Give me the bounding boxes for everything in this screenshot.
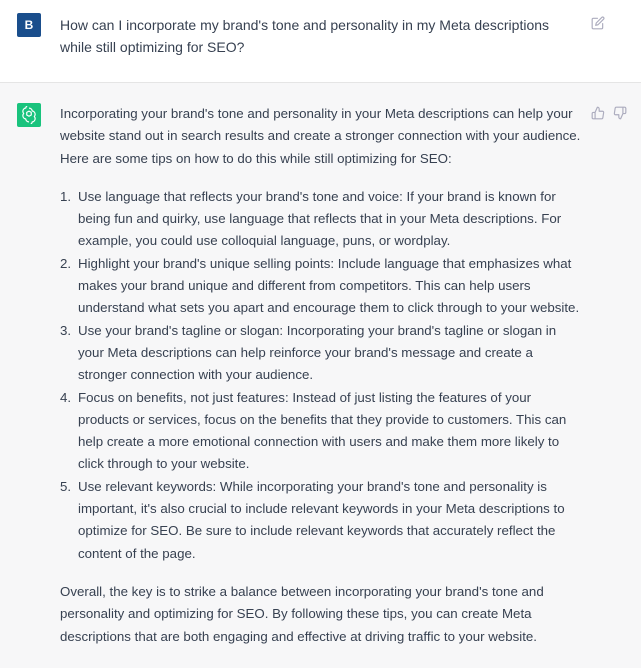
list-item [60,387,585,476]
list-item [60,186,585,253]
assistant-avatar [17,103,41,127]
assistant-intro: Incorporating your brand's tone and personality in your Meta descriptions can help your website stand out in search results and create a stronger connection with your audience. Here are some tips on how to do this while still optimizing for SEO: [60,106,581,166]
tips-list [60,186,585,565]
list-item-number: 2. [60,255,72,271]
thumbs-up-button[interactable] [590,105,606,121]
list-item-text: Highlight your brand's unique selling points: Include language that emphasizes what makes your brand unique and different from competitors. This can help users understand what sets you apart and encourage them to click through to your website. [78,255,580,316]
assistant-message-content [60,103,585,648]
user-message-text: How can I incorporate my brand's tone and personality in my Meta descriptions while still optimizing for SEO? [60,17,550,55]
list-item-number: 3. [60,322,72,338]
openai-logo-icon [20,106,38,124]
list-item-text: Focus on benefits, not just features: Instead of just listing the features of your products or services, focus on the benefits that they provide to customers. This can help create a more emotional connection with users and make them more likely to click through to your website. [78,389,567,472]
thumbs-up-icon [591,106,605,120]
edit-icon [591,16,605,30]
list-item-text: Use language that reflects your brand's tone and voice: If your brand is known for being fun and quirky, use language that reflects that in your Meta descriptions. For example, you could use colloquial language, puns, or wordplay. [78,188,562,249]
assistant-conclusion: Overall, the key is to strike a balance between incorporating your brand's tone and personality and optimizing for SEO. By following these tips, you can create Meta descriptions that are both engaging and effective at driving traffic to your website. [60,583,544,644]
feedback-buttons [590,105,628,121]
list-item-number: 5. [60,478,72,494]
user-message-row [0,0,641,83]
list-item [60,476,585,565]
edit-button[interactable] [589,14,607,32]
user-avatar: B [17,13,41,37]
list-item [60,320,585,387]
thumbs-down-icon [613,106,627,120]
list-item-text: Use relevant keywords: While incorporating your brand's tone and personality is important, it's also crucial to include relevant keywords in your Meta descriptions to optimize for SEO. Be sure to include relevant keywords that accurately reflect the content of the page. [78,478,565,561]
list-item [60,253,585,320]
list-item-number: 1. [60,188,72,204]
list-item-number: 4. [60,389,72,405]
list-item-text: Use your brand's tagline or slogan: Incorporating your brand's tagline or slogan in your Meta descriptions can help reinforce your brand's message and create a stronger connection with your audience. [78,322,557,383]
thumbs-down-button[interactable] [612,105,628,121]
assistant-message-row [0,83,641,668]
